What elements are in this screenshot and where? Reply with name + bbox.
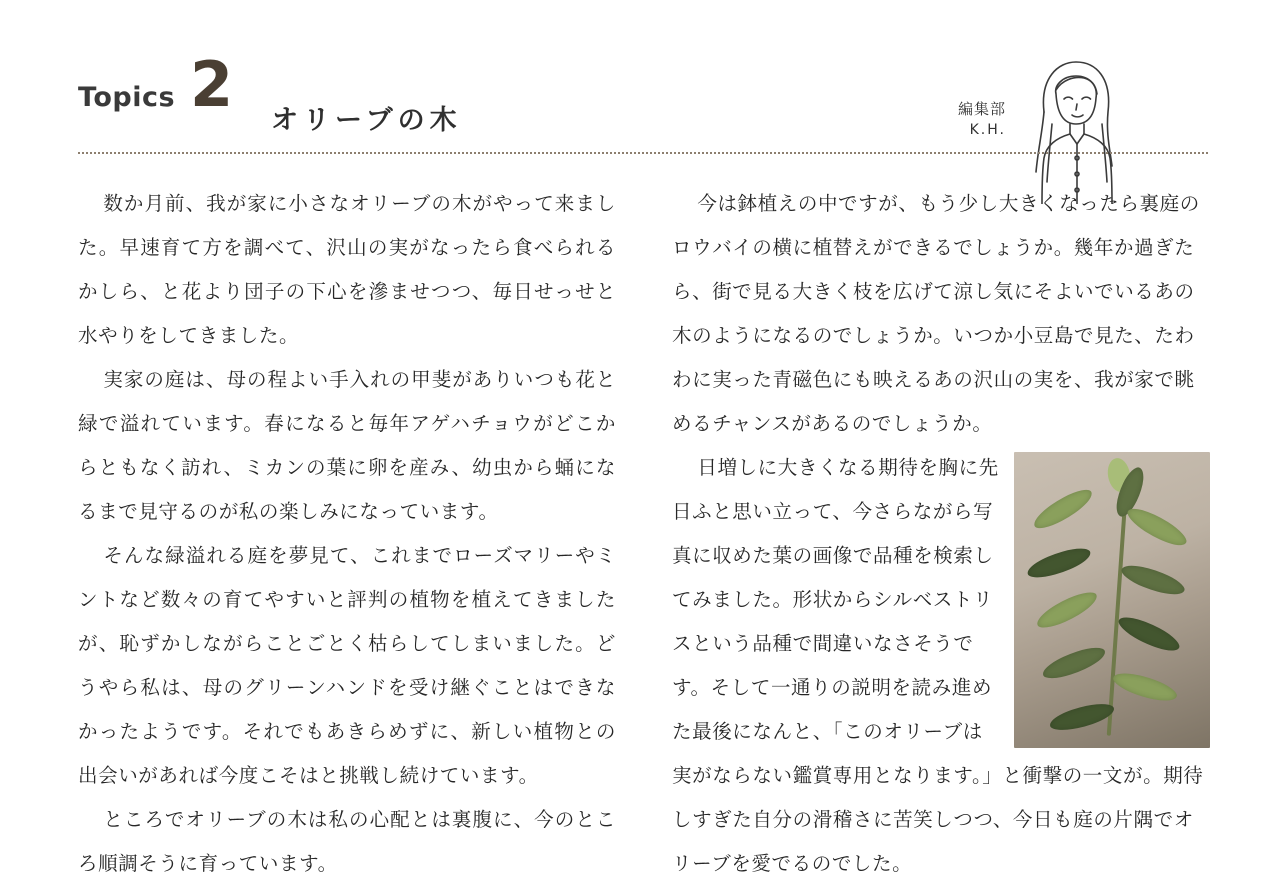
photo-leaf [1111, 666, 1180, 707]
author-initials: K.H. [969, 122, 1006, 138]
right-column [672, 182, 1210, 886]
photo-leaf [1040, 644, 1109, 683]
paragraph: ところでオリーブの木は私の心配とは裏腹に、今のところ順調そうに育っています。 [78, 808, 616, 875]
photo-leaf [1115, 609, 1183, 658]
topics-number: 2 [190, 48, 234, 121]
article-columns [78, 182, 1210, 886]
paragraph: 実家の庭は、母の程よい手入れの甲斐がありいつも花と緑で溢れています。春になると毎年アゲハチョウがどこからともなく訪れ、ミカンの葉に卵を産み、幼虫から蛹になるまで見守るのが私の楽しみになっています。 [78, 368, 616, 523]
page-title: オリーブの木 [271, 105, 462, 137]
topics-label: Topics [78, 82, 176, 113]
author-role: 編集部 [957, 100, 1006, 118]
photo-leaf [1032, 587, 1100, 632]
header-divider [78, 152, 1208, 154]
paragraph: そんな緑溢れる庭を夢見て、これまでローズマリーやミントなど数々の育てやすいと評判の植物を植えてきましたが、恥ずかしながらことごとく枯らしてしまいました。どうやら私は、母のグリーンハンドを受け継ぐことはできなかったようです。それでもあきらめずに、新しい植物との出会いがあれば今度こそはと挑戦し続けています。 [78, 544, 616, 787]
left-column [78, 182, 616, 886]
paragraph: 今は鉢植えの中ですが、もう少し大きくなったら裏庭のロウバイの横に植替えができるでしょうか。幾年か過ぎたら、街で見る大きく枝を広げて涼し気にそよいでいるあの木のようになるのでしょうか。いつか小豆島で見た、たわわに実った青磁色にも映えるあの沢山の実を、我が家で眺めるチャンスがあるのでしょうか。 [672, 192, 1200, 435]
photo-leaf [1123, 501, 1190, 553]
photo-leaf [1118, 559, 1187, 602]
article-header [78, 48, 1208, 155]
paragraph: 日増しに大きくなる期待を胸に先日ふと思い立って、今さらながら写真に収めた葉の画像で品種を検索してみました。形状からシルベストリスという品種で間違いなさそうです。そして一通りの説明を読み進めた最後になんと、「このオリーブは実がならない鑑賞専用となります。」と衝撃の一文が。期待しすぎた自分の滑稽さに苦笑しつつ、今日も庭の片隅でオリーブを愛でるのでした。 [672, 456, 1204, 875]
olive-plant-photo [1014, 452, 1210, 748]
photo-leaf [1029, 485, 1097, 534]
photo-leaf [1024, 544, 1093, 581]
paragraph: 数か月前、我が家に小さなオリーブの木がやって来ました。早速育て方を調べて、沢山の実がなったら食べられるかしら、と花より団子の下心を滲ませつつ、毎日せっせと水やりをしてきました。 [78, 192, 616, 347]
